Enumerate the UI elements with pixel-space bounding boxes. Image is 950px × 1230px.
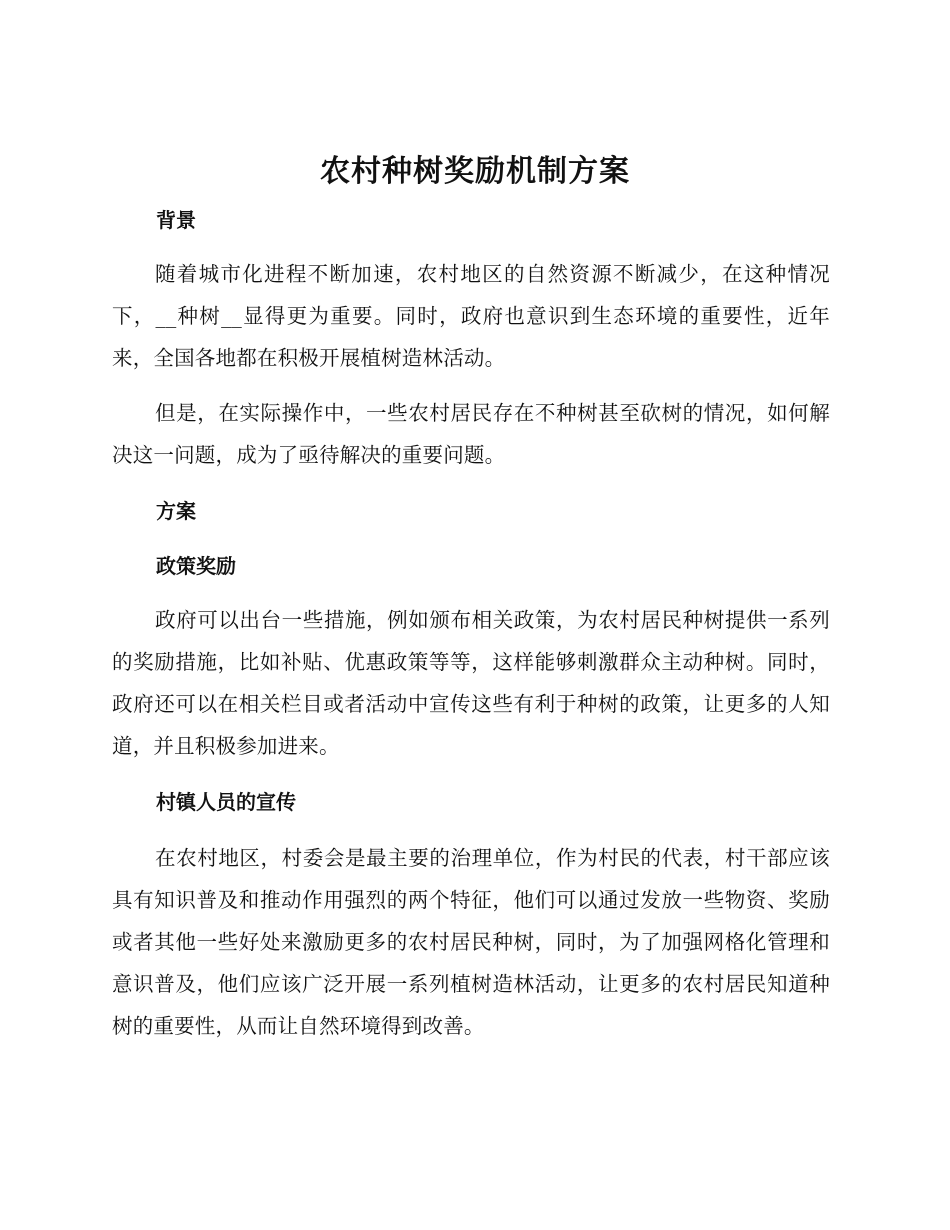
section-heading-village: 村镇人员的宣传 bbox=[156, 790, 296, 814]
background-paragraph-2: 但是，在实际操作中，一些农村居民存在不种树甚至砍树的情况，如何解决这一问题，成为了亟待解决的重要问题。 bbox=[112, 401, 830, 467]
document-title: 农村种树奖励机制方案 bbox=[320, 154, 630, 189]
policy-paragraph: 政府可以出台一些措施，例如颁布相关政策，为农村居民种树提供一系列的奖励措施，比如补贴、优惠政策等等，这样能够刺激群众主动种树。同时，政府还可以在相关栏目或者活动中宣传这些有利于种树的政策，让更多的人知道，并且积极参加进来。 bbox=[112, 608, 830, 758]
section-heading-policy: 政策奖励 bbox=[156, 554, 236, 578]
background-paragraph-1: 随着城市化进程不断加速，农村地区的自然资源不断减少，在这种情况下，__种树__显得更为重要。同时，政府也意识到生态环境的重要性，近年来，全国各地都在积极开展植树造林活动。 bbox=[112, 262, 830, 370]
section-heading-background: 背景 bbox=[156, 208, 196, 232]
village-paragraph: 在农村地区，村委会是最主要的治理单位，作为村民的代表，村干部应该具有知识普及和推动作用强烈的两个特征，他们可以通过发放一些物资、奖励或者其他一些好处来激励更多的农村居民种树，同时，为了加强网格化管理和意识普及，他们应该广泛开展一系列植树造林活动，让更多的农村居民知道种树的重要性，从而让自然环境得到改善。 bbox=[112, 846, 830, 1038]
section-heading-plan: 方案 bbox=[156, 499, 196, 523]
